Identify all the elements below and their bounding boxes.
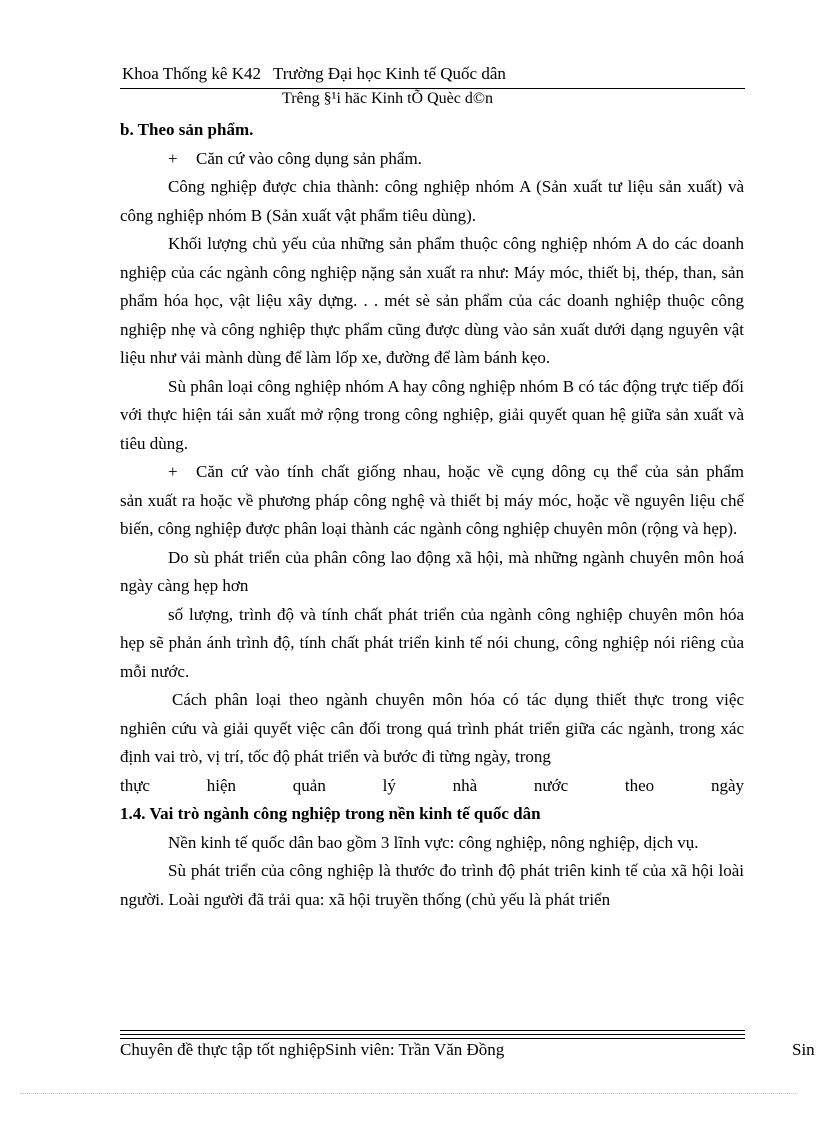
running-header	[122, 64, 506, 84]
paragraph-1: Công nghiệp được chia thành: công nghiệp nhóm A (Sản xuất tư liệu sản xuất) và công nghiệp nhóm B (Sản xuất vật phẩm tiêu dùng).	[120, 177, 744, 225]
page-bottom-dotted-line	[20, 1093, 796, 1094]
footer-rule	[120, 1038, 745, 1039]
running-footer: Chuyên đề thực tập tốt nghiệpSinh viên: Trần Văn Đồng	[120, 1040, 505, 1059]
paragraph-6: Cách phân loại theo ngành chuyên môn hóa có tác dụng thiết thực trong việc nghiên cứu và giải quyết việc cân đối trong quá trình phát triển giữa các ngành, trong xác định vai trò, vị trí, tốc độ phát triển và bước đi từng ngày, trong	[120, 690, 744, 766]
header-school: Trường Đại học Kinh tế Quốc dân	[272, 64, 506, 83]
header-dept: Khoa Thống kê K42	[122, 64, 261, 83]
paragraph-4: Do sù phát triển của phân công lao động xã hội, mà những ngành chuyên môn hoá ngày càng hẹp hơn	[120, 547, 744, 595]
footer-rule	[120, 1034, 745, 1035]
section-heading-1-4: 1.4. Vai trò ngành công nghiệp trong nền kinh tế quốc dân	[120, 804, 541, 823]
paragraph-5: số lượng, trình độ và tính chất phát triển của ngành công nghiệp chuyên môn hóa hẹp sẽ phản ánh trình độ, tính chất phát triển kinh tế nói chung, công nghiệp nói riêng của mỗi nước.	[120, 604, 744, 681]
running-footer-right: Sin	[792, 1040, 815, 1059]
bullet-text: Căn cứ vào tính chất giống nhau, hoặc về cụng dông cụ thể của sản phẩm	[196, 462, 744, 481]
header-rule	[120, 88, 745, 89]
paragraph-7: Nền kinh tế quốc dân bao gồm 3 lĩnh vực: công nghiệp, nông nghiệp, dịch vụ.	[168, 832, 699, 852]
section-heading-b: b. Theo sản phẩm.	[120, 120, 254, 139]
plus-bullet: +	[168, 148, 178, 168]
paragraph-2: Khối lượng chủ yếu của những sản phẩm thuộc công nghiệp nhóm A do các doanh nghiệp của các ngành công nghiệp nặng sản xuất ra như: Máy móc, thiết bị, thép, than, sản phẩm hóa học, vật liệu xây dựng. . . mét sè sản phẩm của các doanh nghiệp thuộc công nghiệp nhẹ và công nghiệp thực phẩm cũng được dùng vào sản xuất dưới dạng nguyên vật liệu như vải mành dùng để làm lốp xe, đường để làm bánh kẹo.	[120, 234, 744, 367]
paragraph-8: Sù phát triển của công nghiệp là thước đo trình độ phát triên kinh tế của xã hội loài người. Loài người đã trải qua: xã hội truyền thống (chủ yếu là phát triển	[120, 861, 744, 909]
paragraph-3: Sù phân loại công nghiệp nhóm A hay công nghiệp nhóm B có tác động trực tiếp đối với thực hiện tái sản xuất mở rộng trong công nghiệp, giải quyết quan hệ giữa sản xuất và tiêu dùng.	[120, 376, 744, 453]
footer-rule	[120, 1030, 745, 1031]
plus-bullet: +	[168, 462, 178, 481]
bullet-line-1	[120, 145, 744, 174]
header-garbled-line: Trêng §¹i häc Kinh tÕ Quèc d©n	[282, 90, 493, 107]
document-body	[120, 116, 744, 914]
bullet-line-2	[120, 458, 744, 487]
paragraph-6-last-line: thực hiện quản lý nhà nước theo ngày	[120, 775, 744, 795]
bullet-text: Căn cứ vào công dụng sản phẩm.	[196, 148, 422, 168]
paragraph-bullet-2-continued: sản xuất ra hoặc về phương pháp công nghệ và thiết bị máy móc, hoặc về nguyên liệu chế biến, công nghiệp được phân loại thành các ngành công nghiệp chuyên môn (rộng và hẹp).	[120, 490, 744, 538]
